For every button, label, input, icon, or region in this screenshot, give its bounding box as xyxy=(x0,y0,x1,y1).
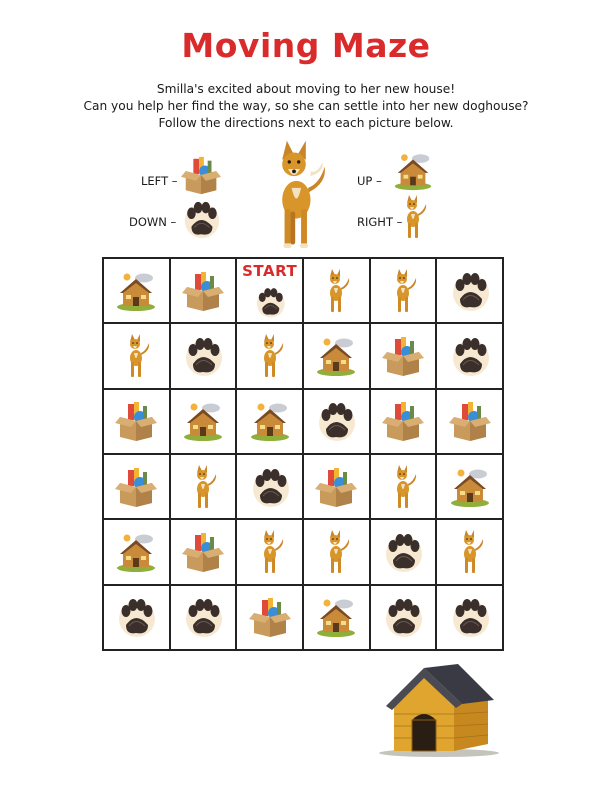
house-icon xyxy=(392,150,434,192)
paw-icon xyxy=(114,595,158,639)
paw-icon xyxy=(448,334,492,378)
dog-icon xyxy=(455,529,485,575)
maze-cell[interactable] xyxy=(370,389,437,454)
maze-cell[interactable] xyxy=(436,519,503,584)
maze-cell[interactable] xyxy=(370,519,437,584)
paw-icon xyxy=(314,399,358,443)
dog-icon xyxy=(255,333,285,379)
paw-icon xyxy=(181,334,225,378)
box-icon xyxy=(181,269,225,313)
maze-cell[interactable] xyxy=(103,585,170,650)
house-icon xyxy=(314,334,358,378)
legend-up-label: UP – xyxy=(357,174,382,188)
doghouse-icon xyxy=(376,654,502,758)
intro-text xyxy=(0,81,612,132)
maze-cell[interactable] xyxy=(370,454,437,519)
dog-icon xyxy=(388,268,418,314)
maze-cell[interactable] xyxy=(436,258,503,323)
box-icon xyxy=(181,530,225,574)
maze-cell[interactable] xyxy=(236,519,303,584)
maze-cell[interactable] xyxy=(236,454,303,519)
maze-cell[interactable] xyxy=(170,519,237,584)
maze-cell[interactable] xyxy=(236,323,303,388)
box-icon xyxy=(180,154,222,196)
maze-cell[interactable] xyxy=(170,389,237,454)
box-icon xyxy=(114,465,158,509)
maze-cell[interactable] xyxy=(303,389,370,454)
paw-icon xyxy=(248,465,292,509)
maze-grid xyxy=(102,257,504,651)
maze-cell[interactable] xyxy=(170,454,237,519)
intro-line: Smilla's excited about moving to her new house! xyxy=(156,82,456,96)
maze-cell[interactable] xyxy=(436,585,503,650)
box-icon xyxy=(381,334,425,378)
dog-icon xyxy=(321,268,351,314)
dog-icon xyxy=(121,333,151,379)
dog-icon xyxy=(398,194,428,240)
maze-cell[interactable] xyxy=(303,454,370,519)
maze-cell[interactable] xyxy=(303,323,370,388)
paw-icon xyxy=(448,269,492,313)
page-title: Moving Maze xyxy=(181,26,431,65)
maze-cell[interactable] xyxy=(236,389,303,454)
legend-right-label: RIGHT – xyxy=(357,215,403,229)
paw-icon xyxy=(448,595,492,639)
paw-icon xyxy=(381,530,425,574)
maze-cell[interactable] xyxy=(103,454,170,519)
house-icon xyxy=(448,465,492,509)
dog-icon xyxy=(388,464,418,510)
box-icon xyxy=(448,399,492,443)
maze-cell[interactable] xyxy=(170,323,237,388)
maze-cell[interactable] xyxy=(303,519,370,584)
box-icon xyxy=(248,595,292,639)
maze-cell[interactable] xyxy=(236,258,303,323)
smilla-dog-icon xyxy=(258,136,330,254)
start-label: START xyxy=(242,262,298,280)
intro-line: Follow the directions next to each picture below. xyxy=(158,116,454,130)
maze-cell[interactable] xyxy=(103,519,170,584)
dog-icon xyxy=(255,529,285,575)
house-icon xyxy=(114,269,158,313)
maze-cell[interactable] xyxy=(103,258,170,323)
maze-cell[interactable] xyxy=(170,585,237,650)
legend-left-label: LEFT – xyxy=(141,174,178,188)
intro-line: Can you help her find the way, so she can settle into her new doghouse? xyxy=(83,99,529,113)
dog-icon xyxy=(321,529,351,575)
legend-down-label: DOWN – xyxy=(129,215,177,229)
maze-cell[interactable] xyxy=(303,258,370,323)
maze-cell[interactable] xyxy=(103,323,170,388)
maze-cell[interactable] xyxy=(236,585,303,650)
paw-icon xyxy=(180,198,222,240)
box-icon xyxy=(114,399,158,443)
house-icon xyxy=(181,399,225,443)
maze-cell[interactable] xyxy=(303,585,370,650)
maze-cell[interactable] xyxy=(370,258,437,323)
maze-cell[interactable] xyxy=(370,323,437,388)
maze-cell[interactable] xyxy=(436,389,503,454)
maze-cell[interactable] xyxy=(370,585,437,650)
house-icon xyxy=(114,530,158,574)
maze-cell[interactable] xyxy=(103,389,170,454)
box-icon xyxy=(314,465,358,509)
dog-icon xyxy=(188,464,218,510)
paw-icon xyxy=(181,595,225,639)
maze-cell[interactable] xyxy=(436,454,503,519)
paw-icon xyxy=(381,595,425,639)
house-icon xyxy=(248,399,292,443)
house-icon xyxy=(314,595,358,639)
box-icon xyxy=(381,399,425,443)
maze-cell[interactable] xyxy=(436,323,503,388)
maze-cell[interactable] xyxy=(170,258,237,323)
